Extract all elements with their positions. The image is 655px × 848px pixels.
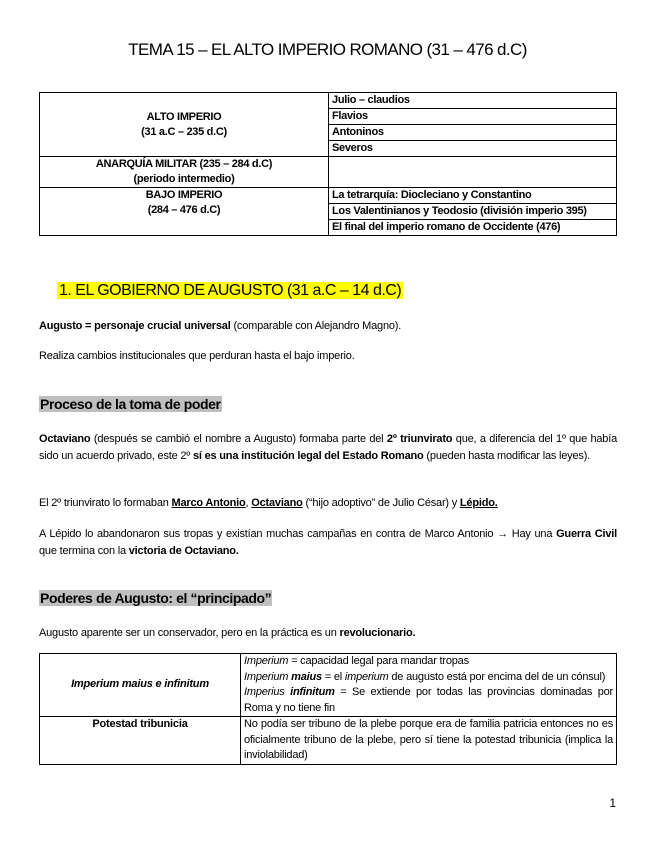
imperium-desc-cell: [241, 654, 617, 717]
bajo-imperio-range: (284 – 476 d.C): [147, 204, 221, 216]
anarquia-cell: [40, 157, 329, 188]
alto-imperio-cell: [40, 93, 329, 157]
dynasty-item: Julio – claudios: [329, 93, 617, 109]
reforms-paragraph: Realiza cambios institucionales que perduran hasta el bajo imperio.: [39, 350, 355, 362]
imperium-infinitum-line: Imperius infinitum = Se extiende por todas las provincias dominadas por Roma y no tiene fin: [244, 686, 614, 714]
imperium-maius-line: Imperium maius = el imperium de augusto está por encima del de un cónsul): [244, 670, 606, 683]
alto-imperio-range: (31 a.C – 235 d.C): [141, 125, 227, 138]
imperium-label-cell: Imperium maius e infinitum: [40, 654, 241, 717]
bajo-imperio-cell: [40, 188, 329, 236]
anarquia-sub: (periodo intermedio): [133, 173, 235, 185]
bajo-item: La tetrarquía: Diocleciano y Constantino: [329, 188, 617, 204]
principado-paragraph: Augusto aparente ser un conservador, pero en la práctica es un revolucionario.: [39, 627, 416, 639]
dynasty-item: Severos: [329, 141, 617, 157]
section-1-heading-wrap: [57, 282, 403, 300]
section-1-heading: 1. EL GOBIERNO DE AUGUSTO (31 a.C – 14 d.C): [59, 282, 402, 299]
powers-table: [39, 653, 617, 765]
guerra-civil-paragraph: A Lépido lo abandonaron sus tropas y existían muchas campañas en contra de Marco Antonio → Hay una Guerra Civil que termina con la victoria de Octaviano.: [39, 528, 617, 557]
triunvirato-paragraph: El 2º triunvirato lo formaban Marco Antonio, Octaviano (“hijo adoptivo” de Julio César) y Lépido.: [39, 497, 498, 509]
poder-heading: Proceso de la toma de poder: [40, 396, 221, 412]
bajo-item: El final del imperio romano de Occidente (476): [329, 220, 617, 236]
page-number: 1: [609, 796, 616, 810]
augusto-intro-paragraph: Augusto = personaje crucial universal (comparable con Alejandro Magno).: [39, 320, 402, 332]
octaviano-paragraph: Octaviano (después se cambió el nombre a Augusto) formaba parte del 2º triunvirato que, a diferencia del 1º que había sido un acuerdo privado, este 2º sí es una institución legal del Estado Romano (pueden hasta modificar las leyes).: [39, 433, 618, 462]
bajo-imperio-label: BAJO IMPERIO: [145, 189, 223, 201]
potestad-desc-cell: No podía ser tribuno de la plebe porque era de familia patricia entonces no es oficialmente tribuno de la plebe, pero sí tiene la potestad tribunicia (implica la inviolabilidad): [241, 717, 617, 765]
bajo-item: Los Valentinianos y Teodosio (división imperio 395): [329, 204, 617, 220]
dynasty-item: Flavios: [329, 109, 617, 125]
dynasty-item: Antoninos: [329, 125, 617, 141]
periods-table: [39, 92, 617, 236]
document-title: TEMA 15 – EL ALTO IMPERIO ROMANO (31 – 476 d.C): [128, 40, 527, 59]
anarquia-label: ANARQUÍA MILITAR (235 – 284 d.C): [95, 158, 273, 170]
potestad-label-cell: Potestad tribunicia: [40, 717, 241, 765]
principado-heading: Poderes de Augusto: el “principado”: [40, 590, 272, 606]
anarquia-value: [329, 157, 617, 188]
alto-imperio-label: ALTO IMPERIO: [146, 110, 222, 123]
imperium-line: Imperium = capacidad legal para mandar tropas: [244, 655, 469, 667]
